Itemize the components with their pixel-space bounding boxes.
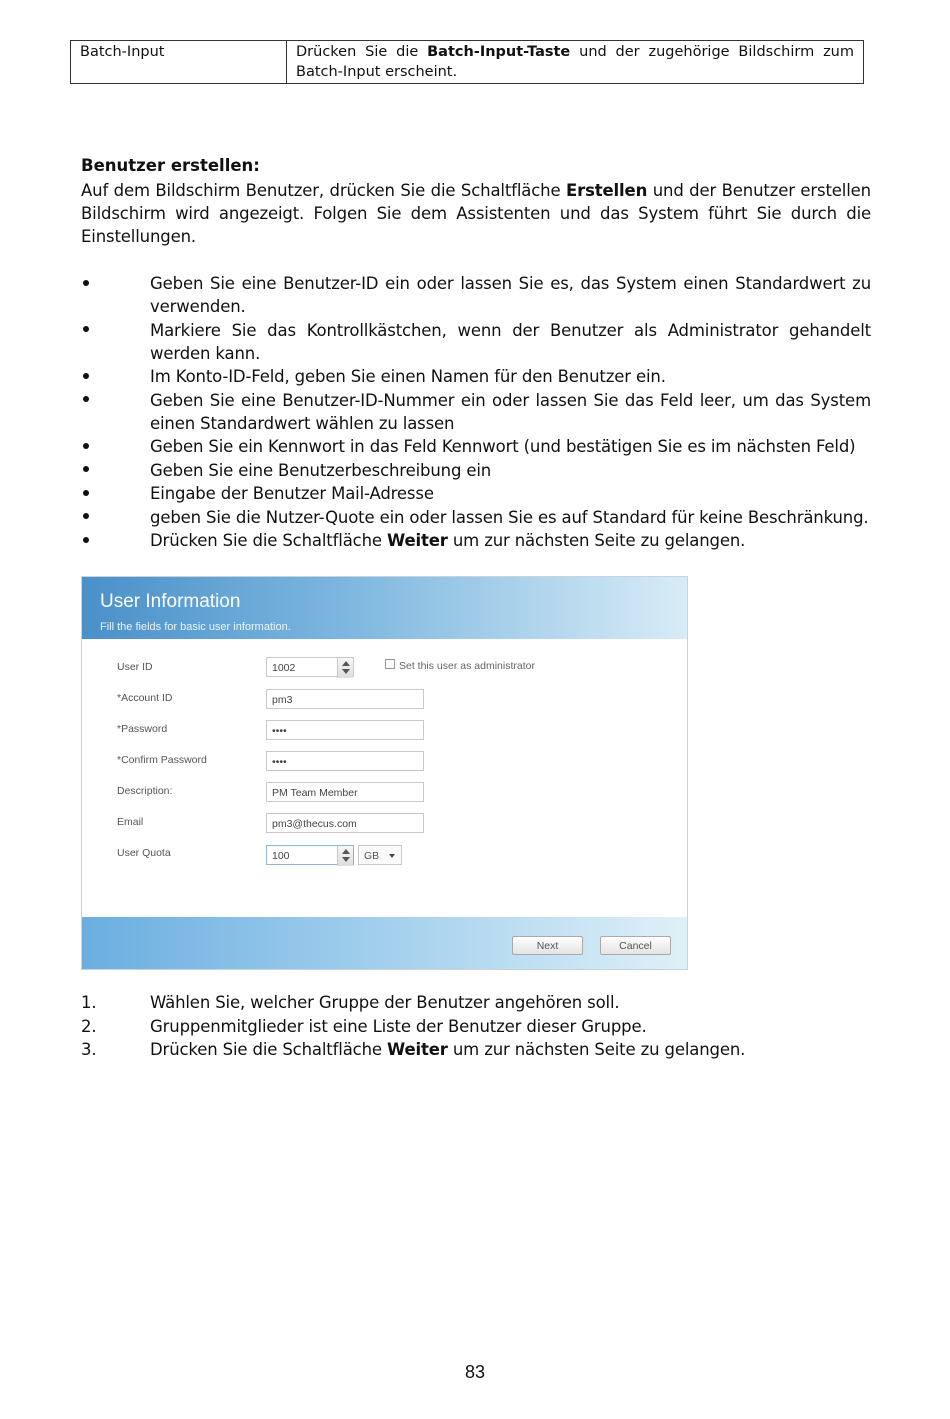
list-item <box>81 506 871 529</box>
bullet-icon <box>81 435 150 458</box>
user-quota-value: 100 <box>272 850 290 862</box>
bullet-text: Im Konto-ID-Feld, geben Sie einen Namen für den Benutzer ein. <box>150 367 666 386</box>
list-item <box>81 482 871 505</box>
cancel-button[interactable]: Cancel <box>600 936 671 955</box>
bullet-icon <box>81 459 150 482</box>
section-heading: Benutzer erstellen: <box>81 156 260 175</box>
bullet-text: Geben Sie eine Benutzerbeschreibung ein <box>150 460 492 480</box>
table-text-pre: Drücken Sie die <box>296 44 428 60</box>
confirm-password-label: *Confirm Password <box>117 754 207 766</box>
list-item <box>81 272 871 318</box>
bullet-icon <box>81 272 150 295</box>
table-label-cell: Batch-Input <box>71 41 287 84</box>
email-label: Email <box>117 816 144 828</box>
dialog-footer <box>82 917 687 969</box>
account-id-label: *Account ID <box>117 692 173 704</box>
dialog-header <box>82 577 687 639</box>
step-text-pre: Drücken Sie die Schaltfläche <box>150 1040 387 1059</box>
bullet-text: Markiere Sie das Kontrollkästchen, wenn der Benutzer als Administrator gehandelt werden kann. <box>150 320 871 363</box>
step-text: Gruppenmitglieder ist eine Liste der Benutzer dieser Gruppe. <box>150 1016 647 1036</box>
intro-pre: Auf dem Bildschirm Benutzer, drücken Sie die Schaltfläche <box>81 181 566 200</box>
instruction-bullets <box>81 272 871 553</box>
bullet-text: Geben Sie ein Kennwort in das Feld Kennwort (und bestätigen Sie es im nächsten Feld) <box>150 437 856 456</box>
list-item <box>81 389 871 435</box>
dialog-subtitle: Fill the fields for basic user information. <box>100 621 291 633</box>
list-item <box>81 435 871 458</box>
list-item <box>81 991 871 1015</box>
bullet-icon <box>81 482 150 505</box>
bullet-text: Eingabe der Benutzer Mail-Adresse <box>150 484 434 503</box>
account-id-input[interactable]: pm3 <box>266 689 424 709</box>
table-row <box>71 41 864 84</box>
description-input[interactable]: PM Team Member <box>266 782 424 802</box>
user-id-value: 1002 <box>272 662 296 674</box>
bullet-text: Geben Sie eine Benutzer-ID-Nummer ein oder lassen Sie das Feld leer, um das System einen Standardwert wählen zu lassen <box>150 390 871 433</box>
list-item <box>81 365 871 388</box>
table-description-cell <box>287 41 864 84</box>
chevron-down-icon <box>389 854 395 858</box>
step-text-post: um zur nächsten Seite zu gelangen. <box>447 1040 746 1059</box>
dialog-title: User Information <box>100 591 241 612</box>
password-label: *Password <box>117 723 168 735</box>
password-input[interactable]: •••• <box>266 720 424 740</box>
quota-unit-select[interactable] <box>358 845 402 865</box>
page-number: 83 <box>464 1362 486 1382</box>
bullet-text: geben Sie die Nutzer-Quote ein oder lassen Sie es auf Standard für keine Beschränkung. <box>150 507 869 527</box>
list-item <box>81 1038 871 1062</box>
user-id-label: User ID <box>117 661 153 673</box>
section-intro <box>81 179 871 248</box>
next-button[interactable]: Next <box>512 936 583 955</box>
admin-checkbox-label: Set this user as administrator <box>399 660 535 672</box>
quota-unit-value: GB <box>364 850 380 862</box>
bullet-icon <box>81 389 150 412</box>
table-text-post: und der zugehörige Bildschirm zum Batch-Input erscheint. <box>296 44 854 80</box>
spinner-arrows-icon[interactable] <box>337 658 353 678</box>
list-item <box>81 1015 871 1039</box>
bullet-icon <box>81 506 150 529</box>
intro-post: und der Benutzer erstellen Bildschirm wird angezeigt. Folgen Sie dem Assistenten und das System führt Sie durch die Einstellungen. <box>81 181 871 246</box>
user-quota-label: User Quota <box>117 847 171 859</box>
steps-list <box>81 991 871 1062</box>
bullet-icon <box>81 365 150 388</box>
bullet-text: Geben Sie eine Benutzer-ID ein oder lassen Sie es, das System einen Standardwert zu verwenden. <box>150 274 871 316</box>
bullet-icon <box>81 319 150 342</box>
user-quota-stepper[interactable] <box>266 845 354 865</box>
bullet-icon <box>81 529 150 552</box>
user-id-stepper[interactable] <box>266 657 354 677</box>
table-text-bold: Batch-Input-Taste <box>427 44 571 60</box>
admin-checkbox[interactable] <box>385 659 395 669</box>
email-input[interactable]: pm3@thecus.com <box>266 813 424 833</box>
list-item <box>81 319 871 365</box>
step-number: 1. <box>81 993 97 1012</box>
step-text-bold: Weiter <box>387 1040 448 1059</box>
bullet-text-bold: Weiter <box>387 531 448 550</box>
list-item <box>81 459 871 482</box>
description-label: Description: <box>117 785 173 797</box>
spinner-arrows-icon[interactable] <box>337 846 353 866</box>
batch-input-table <box>70 40 864 84</box>
step-text: Wählen Sie, welcher Gruppe der Benutzer angehören soll. <box>150 993 620 1012</box>
step-number: 3. <box>81 1040 97 1059</box>
bullet-text-post: um zur nächsten Seite zu gelangen. <box>447 531 746 550</box>
user-information-dialog <box>81 576 688 970</box>
intro-bold: Erstellen <box>565 181 648 200</box>
step-number: 2. <box>81 1016 97 1036</box>
list-item <box>81 529 871 552</box>
bullet-text-pre: Drücken Sie die Schaltfläche <box>150 531 387 550</box>
confirm-password-input[interactable]: •••• <box>266 751 424 771</box>
